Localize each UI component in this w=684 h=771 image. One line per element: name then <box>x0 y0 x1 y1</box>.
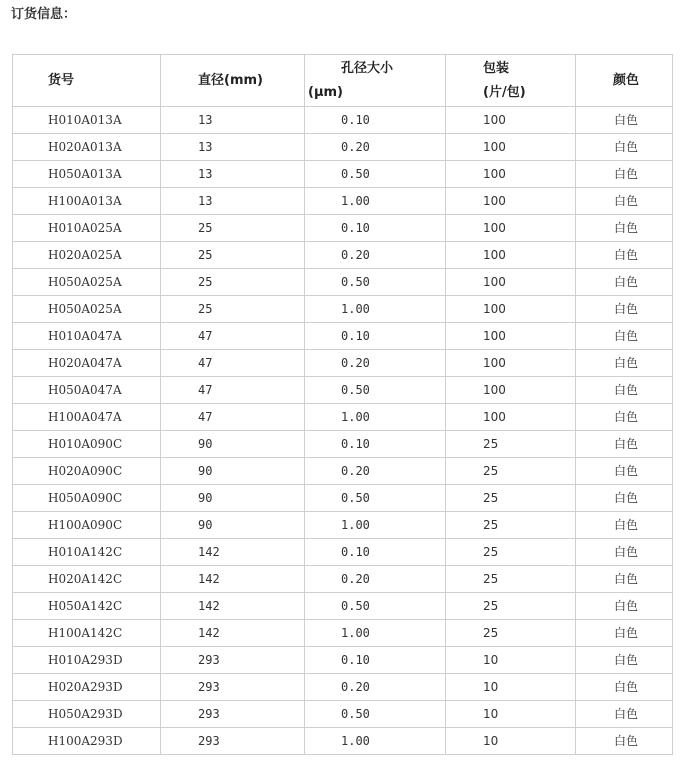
table-header <box>13 55 673 107</box>
cell-color: 白色 <box>576 620 673 647</box>
cell-package: 100 <box>446 404 576 431</box>
table-row <box>13 701 673 728</box>
header-package-line1: 包装 <box>483 60 510 76</box>
cell-color: 白色 <box>576 566 673 593</box>
cell-package: 100 <box>446 215 576 242</box>
cell-diameter: 25 <box>161 242 305 269</box>
cell-pore-size: 0.20 <box>305 242 446 269</box>
cell-code: H020A025A <box>13 242 161 269</box>
cell-color: 白色 <box>576 539 673 566</box>
order-table <box>12 54 673 755</box>
cell-pore-size: 1.00 <box>305 188 446 215</box>
cell-pore-size: 0.10 <box>305 215 446 242</box>
cell-diameter: 293 <box>161 674 305 701</box>
cell-code: H010A025A <box>13 215 161 242</box>
cell-diameter: 293 <box>161 728 305 755</box>
table-row <box>13 728 673 755</box>
cell-package: 10 <box>446 647 576 674</box>
cell-code: H010A013A <box>13 107 161 134</box>
cell-code: H020A142C <box>13 566 161 593</box>
cell-code: H050A025A <box>13 269 161 296</box>
cell-diameter: 25 <box>161 296 305 323</box>
table-row <box>13 593 673 620</box>
cell-code: H010A293D <box>13 647 161 674</box>
cell-diameter: 90 <box>161 431 305 458</box>
table-row <box>13 377 673 404</box>
table-row <box>13 674 673 701</box>
cell-code: H010A142C <box>13 539 161 566</box>
cell-color: 白色 <box>576 215 673 242</box>
cell-pore-size: 0.50 <box>305 269 446 296</box>
cell-color: 白色 <box>576 701 673 728</box>
table-row <box>13 566 673 593</box>
table-row <box>13 161 673 188</box>
header-row <box>13 55 673 107</box>
cell-diameter: 90 <box>161 512 305 539</box>
cell-color: 白色 <box>576 647 673 674</box>
cell-diameter: 142 <box>161 539 305 566</box>
table-row <box>13 323 673 350</box>
cell-diameter: 142 <box>161 566 305 593</box>
cell-pore-size: 0.10 <box>305 647 446 674</box>
header-pore-size <box>305 55 446 107</box>
header-diameter: 直径(mm) <box>161 55 305 107</box>
cell-pore-size: 0.20 <box>305 566 446 593</box>
cell-code: H020A013A <box>13 134 161 161</box>
cell-package: 100 <box>446 107 576 134</box>
cell-pore-size: 1.00 <box>305 296 446 323</box>
cell-diameter: 293 <box>161 701 305 728</box>
table-row <box>13 458 673 485</box>
cell-color: 白色 <box>576 296 673 323</box>
cell-pore-size: 0.50 <box>305 377 446 404</box>
cell-package: 100 <box>446 161 576 188</box>
header-color: 颜色 <box>576 55 673 107</box>
cell-package: 100 <box>446 269 576 296</box>
cell-diameter: 47 <box>161 350 305 377</box>
cell-package: 25 <box>446 512 576 539</box>
cell-color: 白色 <box>576 107 673 134</box>
cell-code: H050A025A <box>13 296 161 323</box>
cell-diameter: 47 <box>161 377 305 404</box>
cell-diameter: 13 <box>161 161 305 188</box>
cell-pore-size: 0.50 <box>305 593 446 620</box>
cell-color: 白色 <box>576 593 673 620</box>
cell-diameter: 13 <box>161 188 305 215</box>
cell-package: 10 <box>446 674 576 701</box>
cell-color: 白色 <box>576 485 673 512</box>
cell-diameter: 142 <box>161 593 305 620</box>
cell-color: 白色 <box>576 674 673 701</box>
table-row <box>13 350 673 377</box>
cell-color: 白色 <box>576 134 673 161</box>
cell-color: 白色 <box>576 728 673 755</box>
header-package <box>446 55 576 107</box>
table-row <box>13 269 673 296</box>
cell-pore-size: 0.10 <box>305 107 446 134</box>
table-row <box>13 215 673 242</box>
cell-package: 25 <box>446 593 576 620</box>
cell-color: 白色 <box>576 431 673 458</box>
cell-package: 25 <box>446 431 576 458</box>
table-row <box>13 431 673 458</box>
cell-pore-size: 0.50 <box>305 485 446 512</box>
table-row <box>13 647 673 674</box>
cell-package: 100 <box>446 323 576 350</box>
cell-package: 25 <box>446 566 576 593</box>
cell-package: 25 <box>446 620 576 647</box>
cell-pore-size: 0.20 <box>305 674 446 701</box>
cell-code: H010A090C <box>13 431 161 458</box>
cell-code: H100A047A <box>13 404 161 431</box>
cell-diameter: 25 <box>161 215 305 242</box>
cell-color: 白色 <box>576 512 673 539</box>
cell-pore-size: 0.20 <box>305 350 446 377</box>
cell-color: 白色 <box>576 188 673 215</box>
cell-package: 100 <box>446 242 576 269</box>
table-body <box>13 107 673 755</box>
header-pore-size-line2: (μm) <box>308 84 343 100</box>
cell-color: 白色 <box>576 350 673 377</box>
cell-pore-size: 0.50 <box>305 161 446 188</box>
cell-color: 白色 <box>576 323 673 350</box>
cell-code: H050A013A <box>13 161 161 188</box>
cell-color: 白色 <box>576 404 673 431</box>
cell-pore-size: 0.20 <box>305 458 446 485</box>
cell-diameter: 25 <box>161 269 305 296</box>
cell-code: H100A142C <box>13 620 161 647</box>
table-row <box>13 512 673 539</box>
cell-code: H050A293D <box>13 701 161 728</box>
cell-package: 100 <box>446 377 576 404</box>
cell-color: 白色 <box>576 161 673 188</box>
cell-package: 25 <box>446 539 576 566</box>
cell-code: H020A047A <box>13 350 161 377</box>
cell-code: H100A013A <box>13 188 161 215</box>
cell-package: 25 <box>446 458 576 485</box>
cell-code: H020A090C <box>13 458 161 485</box>
cell-diameter: 13 <box>161 134 305 161</box>
cell-code: H050A090C <box>13 485 161 512</box>
cell-package: 100 <box>446 296 576 323</box>
cell-color: 白色 <box>576 269 673 296</box>
cell-package: 10 <box>446 701 576 728</box>
cell-diameter: 142 <box>161 620 305 647</box>
cell-pore-size: 1.00 <box>305 404 446 431</box>
table-row <box>13 134 673 161</box>
cell-package: 100 <box>446 134 576 161</box>
cell-diameter: 293 <box>161 647 305 674</box>
cell-color: 白色 <box>576 242 673 269</box>
cell-code: H050A047A <box>13 377 161 404</box>
cell-package: 100 <box>446 188 576 215</box>
cell-code: H100A293D <box>13 728 161 755</box>
cell-pore-size: 0.20 <box>305 134 446 161</box>
header-pore-size-line1: 孔径大小 <box>341 60 394 76</box>
order-info-heading: 订货信息： <box>11 7 77 22</box>
table-row <box>13 242 673 269</box>
cell-pore-size: 0.10 <box>305 323 446 350</box>
table-row <box>13 188 673 215</box>
cell-code: H020A293D <box>13 674 161 701</box>
header-package-line2: (片/包) <box>483 84 526 100</box>
cell-pore-size: 0.10 <box>305 539 446 566</box>
cell-diameter: 47 <box>161 404 305 431</box>
table-row <box>13 485 673 512</box>
cell-pore-size: 1.00 <box>305 620 446 647</box>
cell-package: 10 <box>446 728 576 755</box>
cell-diameter: 90 <box>161 485 305 512</box>
cell-package: 25 <box>446 485 576 512</box>
cell-pore-size: 1.00 <box>305 512 446 539</box>
cell-diameter: 90 <box>161 458 305 485</box>
table-row <box>13 296 673 323</box>
cell-pore-size: 1.00 <box>305 728 446 755</box>
cell-pore-size: 0.10 <box>305 431 446 458</box>
table-row <box>13 620 673 647</box>
table-row <box>13 107 673 134</box>
header-code: 货号 <box>13 55 161 107</box>
table-row <box>13 539 673 566</box>
cell-color: 白色 <box>576 458 673 485</box>
table-row <box>13 404 673 431</box>
cell-diameter: 47 <box>161 323 305 350</box>
cell-code: H100A090C <box>13 512 161 539</box>
cell-diameter: 13 <box>161 107 305 134</box>
cell-code: H010A047A <box>13 323 161 350</box>
cell-package: 100 <box>446 350 576 377</box>
cell-code: H050A142C <box>13 593 161 620</box>
cell-color: 白色 <box>576 377 673 404</box>
cell-pore-size: 0.50 <box>305 701 446 728</box>
